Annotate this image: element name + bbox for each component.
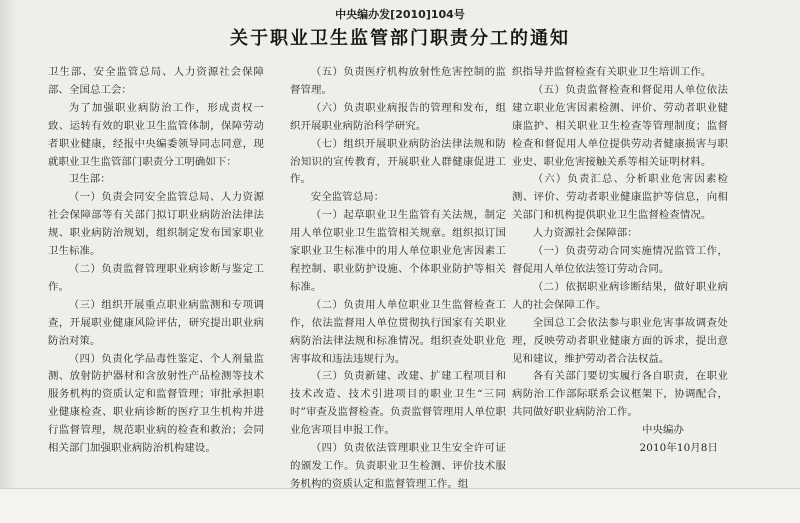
paragraph: （三）负责新建、改建、扩建工程项目和技术改造、技术引进项目的职业卫生“三同时”审查及监督检查。负责监督管理用人单位职业危害项目申报工作。 (290, 370, 506, 437)
paragraph: （六）负责汇总、分析职业危害因素检测、评价、劳动者职业健康监护等信息，向相关部门和机构提供职业卫生监督检查情况。 (512, 173, 728, 222)
intro-paragraph: 为了加强职业病防治工作，形成责权一致、运转有效的职业卫生监管体制，保障劳动者职业健康，经报中央编委领导同志同意，现就职业卫生监管部门职责分工明确如下： (48, 101, 264, 168)
paragraph: 全国总工会依法参与职业危害事故调查处理，反映劳动者职业健康方面的诉求，提出意见和建议，维护劳动者合法权益。 (512, 316, 728, 365)
page-binding-shadow (0, 0, 16, 522)
closing-paragraph: 各有关部门要切实履行各自职责，在职业病防治工作部际联系会议框架下，协调配合，共同做好职业病防治工作。 (512, 370, 728, 419)
document-number: 中央编办发[2010]104号 (335, 8, 465, 21)
paragraph: （二）依据职业病诊断结果，做好职业病人的社会保障工作。 (512, 280, 728, 311)
text-column-3 (512, 64, 728, 458)
paragraph: （五）负责监督检查和督促用人单位依法建立职业危害因素检测、评价、劳动者职业健康监护、相关职业卫生检查等管理制度；监督检查和督促用人单位提供劳动者健康损害与职业史、职业危害接触关系等相关证明材料。 (512, 83, 728, 168)
paragraph: （一）负责会同安全监管总局、人力资源社会保障部等有关部门拟订职业病防治法律法规、职业病防治规划，组织制定发布国家职业卫生标准。 (48, 191, 264, 258)
section-heading-safety-administration: 安全监管总局： (310, 191, 385, 204)
paragraph: （一）起草职业卫生监管有关法规，制定用人单位职业卫生监管相关规章。组织拟订国家职业卫生标准中的用人单位职业危害因素工程控制、职业防护设施、个体职业防护等相关标准。 (290, 209, 506, 293)
section-heading-human-resources: 人力资源社会保障部： (532, 227, 638, 240)
paragraph: （五）负责医疗机构放射性危害控制的监督管理。 (290, 66, 506, 96)
salutation-paragraph: 卫生部、安全监管总局、人力资源社会保障部、全国总工会： (48, 66, 264, 96)
text-column-2 (290, 64, 506, 494)
paragraph: （一）负责劳动合同实施情况监管工作，督促用人单位依法签订劳动合同。 (512, 245, 728, 275)
paragraph: （七）组织开展职业病防治法律法规和防治知识的宣传教育，开展职业人群健康促进工作。 (290, 137, 506, 186)
paragraph-continuation: 织指导并监督检查有关职业卫生培训工作。 (512, 66, 712, 78)
text-column-1 (48, 64, 264, 458)
paragraph: （三）组织开展重点职业病监测和专项调查，开展职业健康风险评估，研究提出职业病防治对策。 (48, 298, 264, 347)
paragraph: （二）负责监督管理职业病诊断与鉴定工作。 (48, 262, 264, 293)
paragraph: （二）负责用人单位职业卫生监督检查工作，依法监督用人单位贯彻执行国家有关职业病防治法律法规和标准情况。组织查处职业危害事故和违法违规行为。 (290, 298, 506, 365)
paragraph: （四）负责化学品毒性鉴定、个人剂量监测、放射防护器材和含放射性产品检测等技术服务机构的资质认定和监督管理；审批承担职业健康检查、职业病诊断的医疗卫生机构并进行监督管理，规范职业病的检查和救治；会同相关部门加强职业病防治机构建设。 (48, 352, 264, 455)
paragraph: （六）负责职业病报告的管理和发布，组织开展职业病防治科学研究。 (290, 101, 506, 132)
signature-issuer: 中央编办 (642, 424, 684, 437)
signature-date: 2010年10月8日 (639, 442, 718, 455)
section-heading-health-ministry: 卫生部： (68, 173, 111, 186)
paragraph: （四）负责依法管理职业卫生安全许可证的颁发工作。负责职业卫生检测、评价技术服务机构的资质认定和监督管理工作。组 (290, 442, 506, 490)
document-title: 关于职业卫生监管部门职责分工的通知 (230, 28, 570, 49)
